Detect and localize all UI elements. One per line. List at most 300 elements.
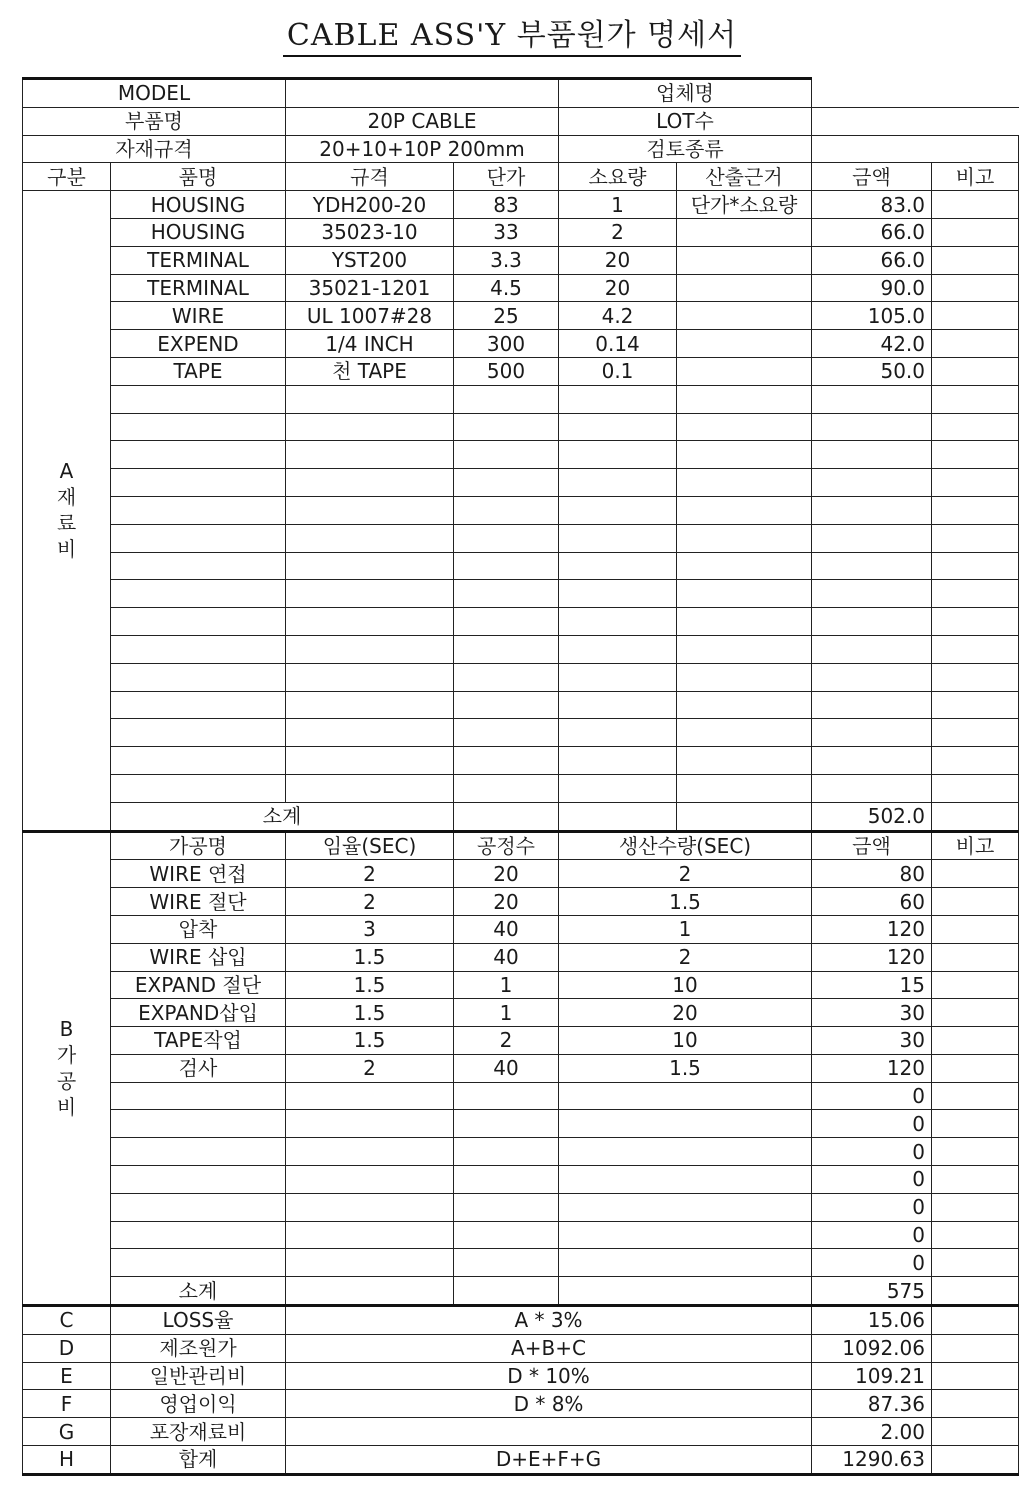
- empty-cell: [111, 747, 286, 775]
- empty-cell: [111, 580, 286, 608]
- empty-cell: [932, 580, 1019, 608]
- material-item-name: TERMINAL: [111, 246, 286, 274]
- proc-output: [559, 1110, 812, 1138]
- material-item-name: HOUSING: [111, 191, 286, 219]
- summary-label: 포장재료비: [111, 1418, 286, 1446]
- empty-cell: [559, 385, 677, 413]
- proc-output: 10: [559, 1027, 812, 1055]
- proc-col-name: 가공명: [111, 831, 286, 860]
- material-note: [932, 330, 1019, 358]
- processing-row: [23, 1110, 1019, 1138]
- material-basis: 단가*소요량: [677, 191, 812, 219]
- proc-rate: [286, 1138, 454, 1166]
- proc-amount: 120: [812, 1054, 932, 1082]
- empty-cell: [286, 1277, 454, 1306]
- proc-amount: 0: [812, 1221, 932, 1249]
- material-qty: 20: [559, 246, 677, 274]
- summary-row: [23, 1362, 1019, 1390]
- material-row-empty: [23, 635, 1019, 663]
- material-amount: 105.0: [812, 302, 932, 330]
- header-row-part: [23, 107, 1019, 135]
- part-name-label: 부품명: [23, 107, 286, 135]
- proc-steps: 1: [454, 971, 559, 999]
- material-row-empty: [23, 441, 1019, 469]
- empty-cell: [559, 552, 677, 580]
- material-unit-price: 4.5: [454, 274, 559, 302]
- empty-cell: [286, 747, 454, 775]
- summary-code: E: [23, 1362, 111, 1390]
- material-note: [932, 246, 1019, 274]
- empty-cell: [454, 413, 559, 441]
- material-spec: UL 1007#28: [286, 302, 454, 330]
- section-label-char: B: [59, 1017, 74, 1042]
- col-header-note: 비고: [932, 163, 1019, 191]
- empty-cell: [677, 608, 812, 636]
- proc-steps: 20: [454, 888, 559, 916]
- proc-note: [932, 1027, 1019, 1055]
- proc-rate: 3: [286, 915, 454, 943]
- proc-steps: [454, 1110, 559, 1138]
- proc-amount: 30: [812, 999, 932, 1027]
- empty-cell: [932, 469, 1019, 497]
- material-row-empty: [23, 608, 1019, 636]
- cost-sheet: [22, 77, 1019, 1476]
- empty-cell: [111, 663, 286, 691]
- empty-cell: [677, 385, 812, 413]
- material-row-empty: [23, 413, 1019, 441]
- material-note: [932, 357, 1019, 385]
- material-header-row: [23, 163, 1019, 191]
- empty-cell: [932, 719, 1019, 747]
- material-basis: [677, 357, 812, 385]
- proc-name: [111, 1138, 286, 1166]
- proc-rate: 2: [286, 888, 454, 916]
- processing-row: [23, 1193, 1019, 1221]
- section-b-label: [23, 831, 111, 1306]
- material-row: [23, 246, 1019, 274]
- lot-value: [812, 107, 1019, 135]
- proc-output: 20: [559, 999, 812, 1027]
- material-spec: 천 TAPE: [286, 357, 454, 385]
- summary-label: 일반관리비: [111, 1362, 286, 1390]
- empty-cell: [454, 580, 559, 608]
- empty-cell: [559, 747, 677, 775]
- material-spec: 35023-10: [286, 218, 454, 246]
- proc-name: [111, 1249, 286, 1277]
- proc-amount: 60: [812, 888, 932, 916]
- empty-cell: [677, 469, 812, 497]
- material-row-empty: [23, 747, 1019, 775]
- empty-cell: [812, 552, 932, 580]
- proc-steps: 40: [454, 915, 559, 943]
- empty-cell: [286, 719, 454, 747]
- processing-row: [23, 999, 1019, 1027]
- proc-note: [932, 1082, 1019, 1110]
- material-qty: 4.2: [559, 302, 677, 330]
- empty-cell: [559, 524, 677, 552]
- proc-steps: [454, 1166, 559, 1194]
- empty-cell: [111, 635, 286, 663]
- material-item-name: EXPEND: [111, 330, 286, 358]
- summary-formula: D * 10%: [286, 1362, 812, 1390]
- proc-note: [932, 1249, 1019, 1277]
- empty-cell: [286, 496, 454, 524]
- empty-cell: [677, 719, 812, 747]
- summary-code: D: [23, 1334, 111, 1362]
- proc-output: 1: [559, 915, 812, 943]
- proc-rate: [286, 1221, 454, 1249]
- header-row-spec: [23, 135, 1019, 163]
- proc-amount: 80: [812, 860, 932, 888]
- document-title: [0, 10, 1024, 54]
- summary-formula: D+E+F+G: [286, 1446, 812, 1475]
- summary-row: [23, 1390, 1019, 1418]
- empty-cell: [111, 413, 286, 441]
- empty-cell: [559, 580, 677, 608]
- empty-cell: [932, 802, 1019, 831]
- proc-name: WIRE 연접: [111, 860, 286, 888]
- processing-row: [23, 860, 1019, 888]
- proc-amount: 30: [812, 1027, 932, 1055]
- vendor-label: 업체명: [559, 79, 812, 108]
- processing-row: [23, 1138, 1019, 1166]
- empty-cell: [454, 441, 559, 469]
- empty-cell: [932, 552, 1019, 580]
- proc-output: [559, 1082, 812, 1110]
- proc-output: [559, 1166, 812, 1194]
- processing-row: [23, 1166, 1019, 1194]
- empty-cell: [677, 635, 812, 663]
- material-qty: 2: [559, 218, 677, 246]
- col-header-item: 품명: [111, 163, 286, 191]
- processing-row: [23, 888, 1019, 916]
- material-note: [932, 218, 1019, 246]
- proc-rate: 1.5: [286, 943, 454, 971]
- empty-cell: [812, 385, 932, 413]
- material-row-empty: [23, 469, 1019, 497]
- proc-amount: 0: [812, 1166, 932, 1194]
- col-header-basis: 산출근거: [677, 163, 812, 191]
- empty-cell: [932, 524, 1019, 552]
- material-row: [23, 330, 1019, 358]
- lot-label: LOT수: [559, 107, 812, 135]
- processing-row: [23, 1249, 1019, 1277]
- empty-cell: [454, 496, 559, 524]
- material-qty: 20: [559, 274, 677, 302]
- proc-steps: 40: [454, 943, 559, 971]
- material-row: [23, 274, 1019, 302]
- material-basis: [677, 274, 812, 302]
- empty-cell: [559, 496, 677, 524]
- summary-row: [23, 1306, 1019, 1335]
- proc-name: 검사: [111, 1054, 286, 1082]
- summary-note: [932, 1390, 1019, 1418]
- summary-amount: 2.00: [812, 1418, 932, 1446]
- proc-output: 2: [559, 943, 812, 971]
- empty-cell: [559, 691, 677, 719]
- empty-cell: [932, 413, 1019, 441]
- empty-cell: [559, 663, 677, 691]
- empty-cell: [932, 691, 1019, 719]
- empty-cell: [286, 413, 454, 441]
- model-value: [286, 79, 559, 108]
- material-amount: 50.0: [812, 357, 932, 385]
- empty-cell: [932, 635, 1019, 663]
- empty-cell: [677, 496, 812, 524]
- empty-cell: [559, 441, 677, 469]
- empty-cell: [677, 802, 812, 831]
- proc-output: [559, 1193, 812, 1221]
- section-label-char: A: [59, 459, 74, 484]
- material-unit-price: 33: [454, 218, 559, 246]
- material-basis: [677, 218, 812, 246]
- material-amount: 83.0: [812, 191, 932, 219]
- material-qty: 0.1: [559, 357, 677, 385]
- empty-cell: [932, 747, 1019, 775]
- material-amount: 66.0: [812, 218, 932, 246]
- summary-code: H: [23, 1446, 111, 1475]
- review-value: [812, 135, 1019, 163]
- proc-name: EXPAND 절단: [111, 971, 286, 999]
- empty-cell: [559, 608, 677, 636]
- proc-amount: 0: [812, 1110, 932, 1138]
- proc-output: [559, 1138, 812, 1166]
- empty-cell: [286, 608, 454, 636]
- proc-note: [932, 915, 1019, 943]
- material-amount: 42.0: [812, 330, 932, 358]
- empty-cell: [559, 719, 677, 747]
- processing-header-row: [23, 831, 1019, 860]
- empty-cell: [454, 774, 559, 802]
- material-row-empty: [23, 663, 1019, 691]
- material-row: [23, 218, 1019, 246]
- material-row: [23, 302, 1019, 330]
- empty-cell: [454, 552, 559, 580]
- proc-steps: [454, 1082, 559, 1110]
- summary-label: 합계: [111, 1446, 286, 1475]
- proc-rate: 2: [286, 860, 454, 888]
- summary-label: LOSS율: [111, 1306, 286, 1335]
- empty-cell: [677, 552, 812, 580]
- empty-cell: [454, 385, 559, 413]
- empty-cell: [111, 441, 286, 469]
- proc-name: [111, 1193, 286, 1221]
- empty-cell: [111, 774, 286, 802]
- material-basis: [677, 246, 812, 274]
- empty-cell: [111, 691, 286, 719]
- material-subtotal-label: 소계: [111, 802, 454, 831]
- empty-cell: [677, 580, 812, 608]
- empty-cell: [286, 524, 454, 552]
- empty-cell: [559, 1277, 812, 1306]
- processing-row: [23, 943, 1019, 971]
- empty-cell: [454, 1277, 559, 1306]
- proc-amount: 15: [812, 971, 932, 999]
- summary-label: 영업이익: [111, 1390, 286, 1418]
- processing-row: [23, 915, 1019, 943]
- summary-row: [23, 1334, 1019, 1362]
- proc-note: [932, 1166, 1019, 1194]
- material-unit-price: 83: [454, 191, 559, 219]
- empty-cell: [677, 524, 812, 552]
- proc-note: [932, 1138, 1019, 1166]
- proc-output: 2: [559, 860, 812, 888]
- material-row-empty: [23, 691, 1019, 719]
- summary-row: [23, 1418, 1019, 1446]
- proc-steps: [454, 1221, 559, 1249]
- summary-note: [932, 1418, 1019, 1446]
- proc-note: [932, 971, 1019, 999]
- empty-cell: [559, 469, 677, 497]
- empty-cell: [286, 635, 454, 663]
- col-header-unit-price: 단가: [454, 163, 559, 191]
- empty-cell: [286, 552, 454, 580]
- empty-cell: [812, 608, 932, 636]
- material-unit-price: 300: [454, 330, 559, 358]
- proc-steps: 20: [454, 860, 559, 888]
- proc-name: [111, 1110, 286, 1138]
- summary-row: [23, 1446, 1019, 1475]
- proc-amount: 120: [812, 915, 932, 943]
- proc-steps: [454, 1138, 559, 1166]
- empty-cell: [286, 580, 454, 608]
- proc-col-steps: 공정수: [454, 831, 559, 860]
- proc-amount: 0: [812, 1138, 932, 1166]
- empty-cell: [454, 635, 559, 663]
- summary-code: C: [23, 1306, 111, 1335]
- proc-name: [111, 1221, 286, 1249]
- proc-steps: 2: [454, 1027, 559, 1055]
- material-amount: 90.0: [812, 274, 932, 302]
- material-item-name: TERMINAL: [111, 274, 286, 302]
- empty-cell: [454, 524, 559, 552]
- material-row-empty: [23, 774, 1019, 802]
- empty-cell: [932, 385, 1019, 413]
- proc-note: [932, 888, 1019, 916]
- summary-formula: A+B+C: [286, 1334, 812, 1362]
- material-subtotal-value: 502.0: [812, 802, 932, 831]
- processing-row: [23, 971, 1019, 999]
- material-spec: YST200: [286, 246, 454, 274]
- summary-note: [932, 1362, 1019, 1390]
- empty-cell: [454, 747, 559, 775]
- empty-cell: [559, 413, 677, 441]
- vendor-value: [812, 79, 1019, 108]
- section-label-char: 비: [56, 537, 77, 562]
- empty-cell: [812, 747, 932, 775]
- material-item-name: HOUSING: [111, 218, 286, 246]
- empty-cell: [677, 663, 812, 691]
- material-note: [932, 191, 1019, 219]
- proc-amount: 0: [812, 1249, 932, 1277]
- summary-note: [932, 1334, 1019, 1362]
- empty-cell: [559, 635, 677, 663]
- summary-amount: 15.06: [812, 1306, 932, 1335]
- processing-row: [23, 1054, 1019, 1082]
- material-subtotal-row: [23, 802, 1019, 831]
- empty-cell: [454, 608, 559, 636]
- summary-label: 제조원가: [111, 1334, 286, 1362]
- empty-cell: [932, 1277, 1019, 1306]
- section-label-char: 공: [56, 1069, 77, 1094]
- material-row-empty: [23, 719, 1019, 747]
- empty-cell: [454, 663, 559, 691]
- proc-steps: 40: [454, 1054, 559, 1082]
- summary-formula: D * 8%: [286, 1390, 812, 1418]
- empty-cell: [812, 413, 932, 441]
- proc-amount: 0: [812, 1193, 932, 1221]
- proc-note: [932, 943, 1019, 971]
- proc-steps: [454, 1193, 559, 1221]
- material-row: [23, 191, 1019, 219]
- proc-name: WIRE 삽입: [111, 943, 286, 971]
- proc-note: [932, 860, 1019, 888]
- proc-subtotal-value: 575: [812, 1277, 932, 1306]
- empty-cell: [111, 496, 286, 524]
- proc-amount: 0: [812, 1082, 932, 1110]
- material-unit-price: 3.3: [454, 246, 559, 274]
- material-row: [23, 357, 1019, 385]
- section-label-char: 가: [56, 1043, 77, 1068]
- proc-note: [932, 1054, 1019, 1082]
- material-unit-price: 25: [454, 302, 559, 330]
- processing-row: [23, 1027, 1019, 1055]
- section-a-label: [23, 191, 111, 831]
- material-spec: 1/4 INCH: [286, 330, 454, 358]
- proc-output: [559, 1221, 812, 1249]
- proc-rate: 1.5: [286, 1027, 454, 1055]
- col-header-spec: 규격: [286, 163, 454, 191]
- proc-output: 10: [559, 971, 812, 999]
- material-basis: [677, 330, 812, 358]
- section-label-char: 료: [56, 511, 77, 536]
- empty-cell: [812, 663, 932, 691]
- summary-code: F: [23, 1390, 111, 1418]
- empty-cell: [454, 719, 559, 747]
- proc-rate: [286, 1082, 454, 1110]
- material-qty: 0.14: [559, 330, 677, 358]
- empty-cell: [111, 385, 286, 413]
- section-label-char: 비: [56, 1095, 77, 1120]
- empty-cell: [812, 774, 932, 802]
- part-name-value: 20P CABLE: [286, 107, 559, 135]
- proc-rate: 1.5: [286, 999, 454, 1027]
- empty-cell: [111, 719, 286, 747]
- proc-amount: 120: [812, 943, 932, 971]
- material-row-empty: [23, 524, 1019, 552]
- col-header-amount: 금액: [812, 163, 932, 191]
- material-row-empty: [23, 496, 1019, 524]
- proc-output: 1.5: [559, 1054, 812, 1082]
- material-item-name: WIRE: [111, 302, 286, 330]
- material-note: [932, 274, 1019, 302]
- proc-col-rate: 임율(SEC): [286, 831, 454, 860]
- proc-name: 압착: [111, 915, 286, 943]
- empty-cell: [932, 441, 1019, 469]
- empty-cell: [932, 496, 1019, 524]
- empty-cell: [812, 719, 932, 747]
- material-row-empty: [23, 580, 1019, 608]
- proc-rate: [286, 1166, 454, 1194]
- summary-note: [932, 1446, 1019, 1475]
- cost-table: [22, 77, 1019, 1476]
- review-label: 검토종류: [559, 135, 812, 163]
- proc-note: [932, 999, 1019, 1027]
- empty-cell: [812, 524, 932, 552]
- empty-cell: [286, 469, 454, 497]
- empty-cell: [454, 802, 559, 831]
- empty-cell: [559, 774, 677, 802]
